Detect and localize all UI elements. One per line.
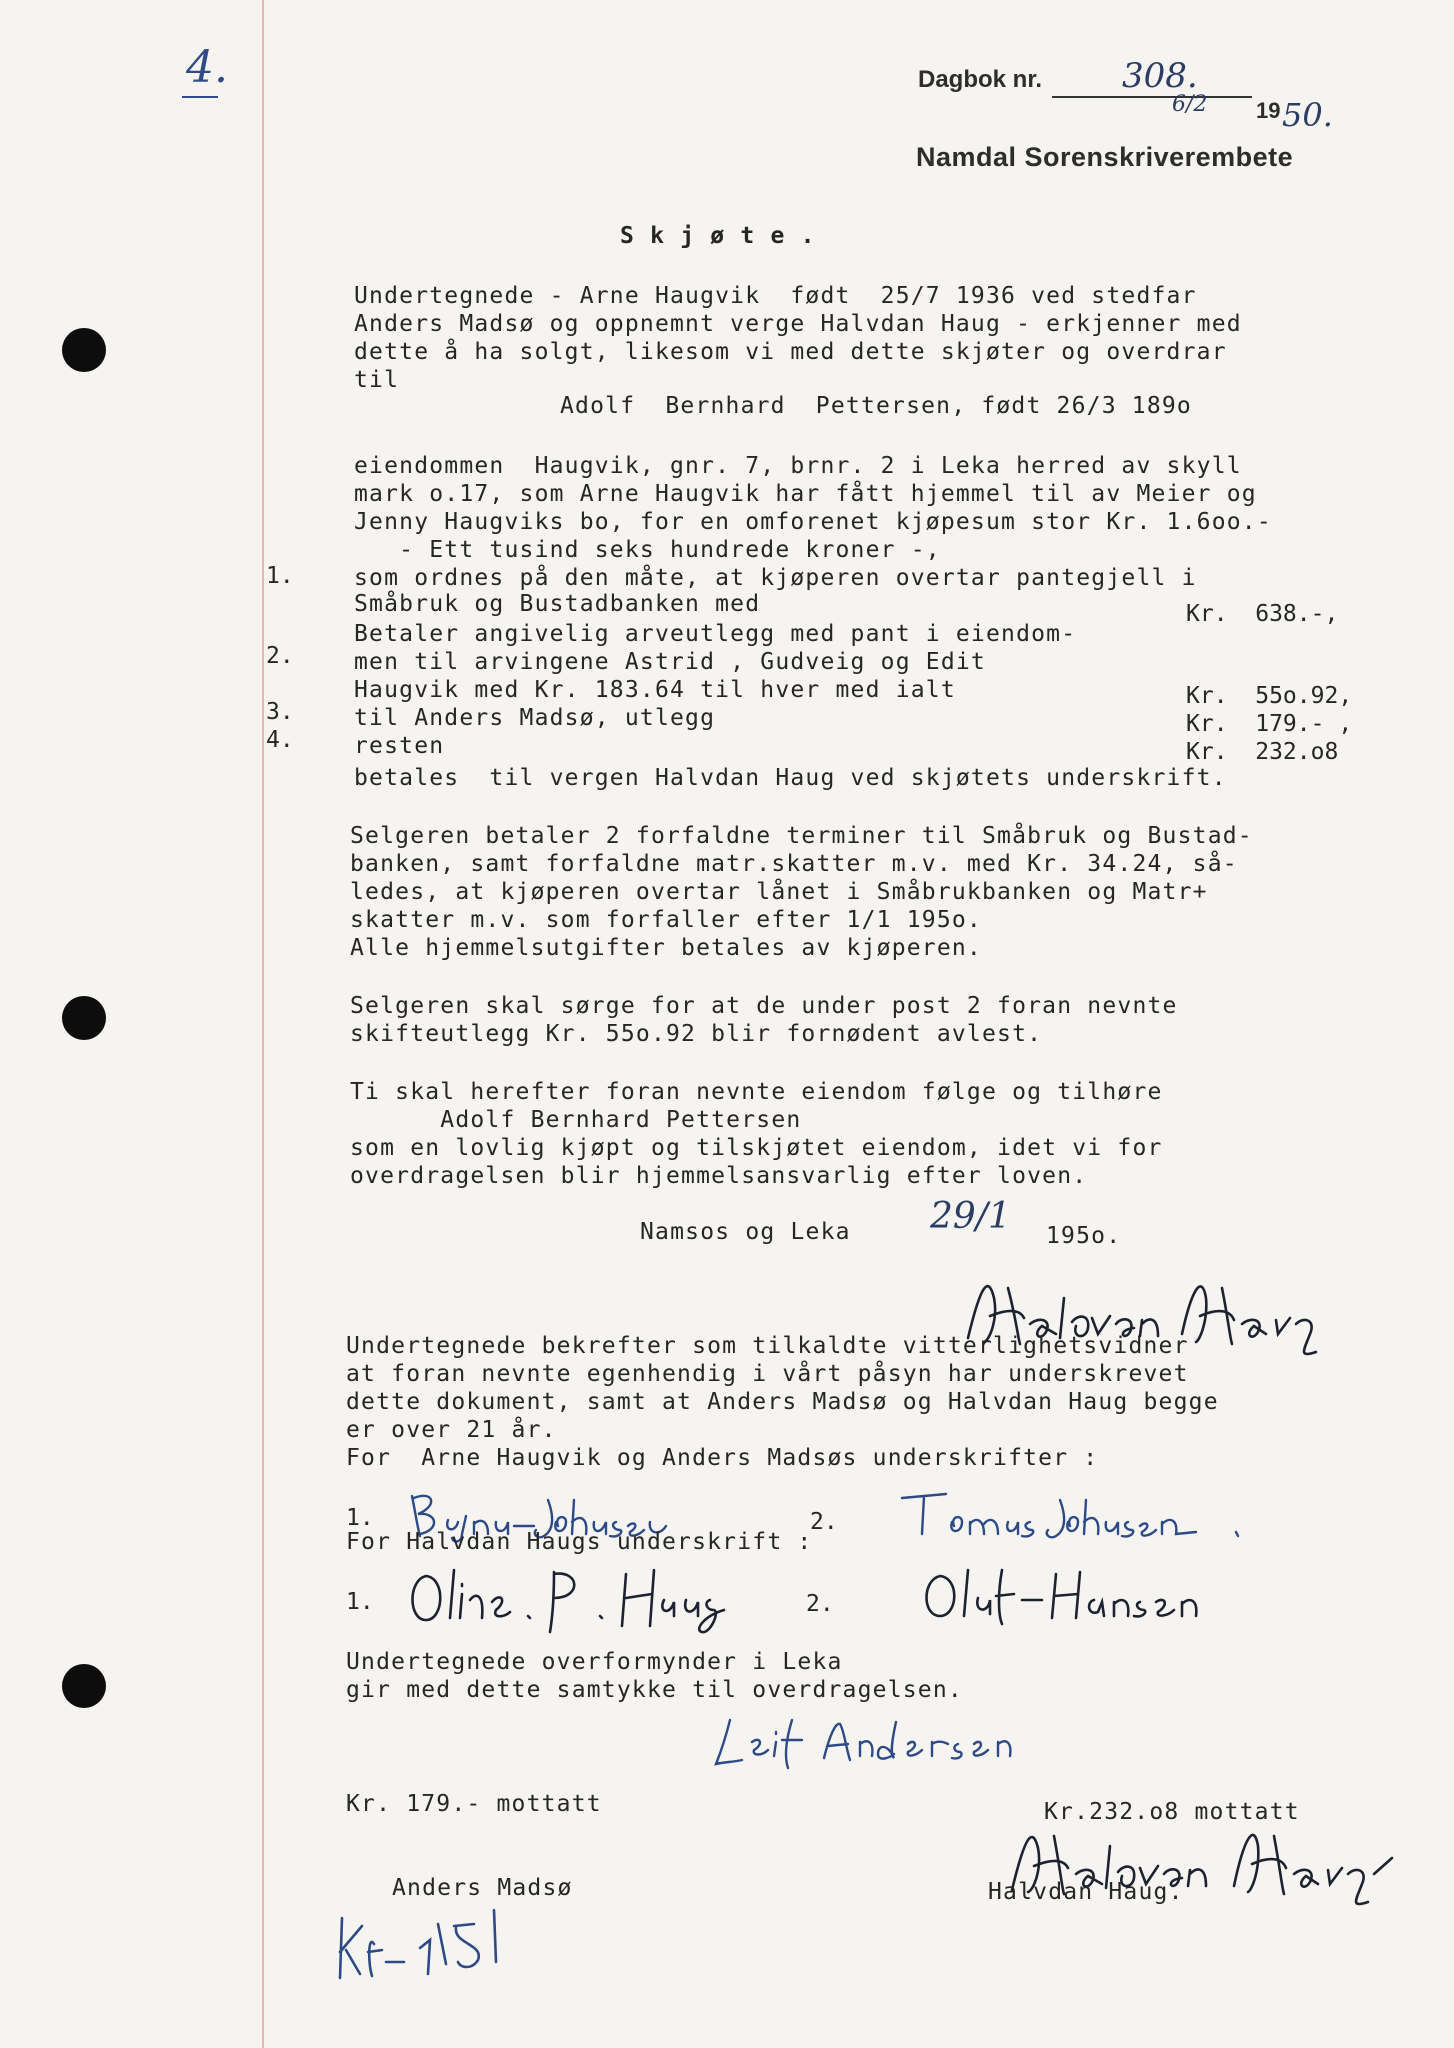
payment-line: resten bbox=[354, 733, 445, 759]
amount: Kr. 638.-, bbox=[1186, 601, 1339, 627]
payment-line: men til arvingene Astrid , Gudveig og Edit bbox=[354, 649, 986, 675]
skifte-line: skifteutlegg Kr. 55o.92 blir fornødent avlest. bbox=[350, 1021, 1043, 1047]
receipt-left: Kr. 179.- mottatt bbox=[346, 1791, 602, 1817]
witness-for-halvdan: For Halvdan Haugs underskrift : bbox=[346, 1529, 813, 1555]
witness-line: er over 21 år. bbox=[346, 1417, 557, 1443]
stamp-year-printed: 19 bbox=[1256, 98, 1281, 123]
witness-line: Undertegnede bekrefter som tilkaldte vitterlighetsvidner bbox=[346, 1333, 1189, 1359]
dagbok-label: Dagbok nr. bbox=[918, 66, 1043, 93]
item-number: 4. bbox=[266, 727, 294, 753]
skifte-line: Selgeren skal sørge for at de under post 2 foran nevnte bbox=[350, 993, 1178, 1019]
stamp-year-handwritten: 50. bbox=[1282, 96, 1333, 134]
intro-line: til bbox=[354, 367, 400, 393]
page-number-underline bbox=[182, 96, 218, 98]
office-stamp: Namdal Sorenskriverembete bbox=[916, 142, 1294, 172]
date-year: 195o. bbox=[1046, 1223, 1122, 1249]
witness-line: at foran nevnte egenhendig i vårt påsyn har underskrevet bbox=[346, 1361, 1189, 1387]
transfer-line: Ti skal herefter foran nevnte eiendom følge og tilhøre bbox=[350, 1079, 1163, 1105]
receipt-left-name: Anders Madsø bbox=[392, 1875, 573, 1901]
property-line: Jenny Haugviks bo, for en omforenet kjøpesum stor Kr. 1.6oo.- bbox=[354, 509, 1272, 535]
item-number: 3. bbox=[266, 699, 294, 725]
stamp-date: 6/2 bbox=[1172, 92, 1208, 117]
place: Namsos og Leka bbox=[640, 1219, 851, 1245]
signature-overformynder bbox=[712, 1714, 1072, 1778]
payment-line: Småbruk og Bustadbanken med bbox=[354, 591, 761, 617]
receipt-right-name: Halvdan Haug. bbox=[988, 1879, 1184, 1905]
seller-line: skatter m.v. som forfaller efter 1/1 195o. bbox=[350, 907, 982, 933]
seller-line: Alle hjemmelsutgifter betales av kjøperen. bbox=[350, 935, 982, 961]
receipt-right: Kr.232.o8 mottatt bbox=[1044, 1799, 1300, 1825]
transfer-line: overdragelsen blir hjemmelsansvarlig efter loven. bbox=[350, 1163, 1088, 1189]
signature-witness-3 bbox=[404, 1560, 784, 1644]
signature-witness-4 bbox=[918, 1562, 1238, 1636]
payment-line: Haugvik med Kr. 183.64 til hver med ialt bbox=[354, 677, 956, 703]
overformynder-line: Undertegnede overformynder i Leka bbox=[346, 1649, 843, 1675]
witness-line: dette dokument, samt at Anders Madsø og Halvdan Haug begge bbox=[346, 1389, 1219, 1415]
amount: Kr. 179.- , bbox=[1186, 711, 1353, 737]
item-number: 2. bbox=[266, 643, 294, 669]
overformynder-line: gir med dette samtykke til overdragelsen. bbox=[346, 1677, 963, 1703]
punch-hole bbox=[62, 996, 106, 1040]
property-line: mark o.17, som Arne Haugvik har fått hjemmel til av Meier og bbox=[354, 481, 1257, 507]
intro-line: Undertegnede - Arne Haugvik født 25/7 1936 ved stedfar bbox=[354, 283, 1197, 309]
item-number: 1. bbox=[266, 563, 294, 589]
seller-line: banken, samt forfaldne matr.skatter m.v. med Kr. 34.24, så- bbox=[350, 851, 1238, 877]
punch-hole bbox=[62, 1664, 106, 1708]
witness-number: 1. bbox=[346, 1589, 374, 1615]
punch-hole bbox=[62, 328, 106, 372]
signature-witness-2 bbox=[896, 1486, 1246, 1550]
seller-line: ledes, at kjøperen overtar lånet i Småbrukbanken og Matr+ bbox=[350, 879, 1208, 905]
document-title: S k j ø t e . bbox=[620, 223, 816, 249]
witness-for-arne: For Arne Haugvik og Anders Madsøs underskrifter : bbox=[346, 1445, 1099, 1471]
witness-number: 2. bbox=[806, 1591, 834, 1617]
seller-line: Selgeren betaler 2 forfaldne terminer til Småbruk og Bustad- bbox=[350, 823, 1253, 849]
dagbok-line bbox=[1052, 96, 1252, 98]
witness-number: 2. bbox=[810, 1509, 838, 1535]
payment-line: betales til vergen Halvdan Haug ved skjøtets underskrift. bbox=[354, 765, 1227, 791]
transfer-line: som en lovlig kjøpt og tilskjøtet eiendom, idet vi for bbox=[350, 1135, 1163, 1161]
intro-line: dette å ha solgt, likesom vi med dette skjøter og overdrar bbox=[354, 339, 1227, 365]
page-number: 4. bbox=[186, 42, 228, 93]
witness-number: 1. bbox=[346, 1505, 374, 1531]
property-line: - Ett tusind seks hundrede kroner -, bbox=[354, 537, 941, 563]
amount: Kr. 55o.92, bbox=[1186, 683, 1353, 709]
payment-line: til Anders Madsø, utlegg bbox=[354, 705, 716, 731]
handwritten-date: 29/1 bbox=[930, 1196, 1011, 1237]
bottom-note bbox=[334, 1904, 534, 1988]
payment-line: Betaler angivelig arveutlegg med pant i eiendom- bbox=[354, 621, 1077, 647]
dagbok-number: 308. bbox=[1122, 56, 1198, 96]
buyer-line: Adolf Bernhard Pettersen, født 26/3 189o bbox=[560, 393, 1192, 419]
intro-line: Anders Madsø og oppnemnt verge Halvdan Haug - erkjenner med bbox=[354, 311, 1242, 337]
margin-rule bbox=[262, 0, 264, 2048]
payment-line: som ordnes på den måte, at kjøperen overtar pantegjell i bbox=[354, 565, 1197, 591]
amount: Kr. 232.o8 bbox=[1186, 739, 1339, 765]
property-line: eiendommen Haugvik, gnr. 7, brnr. 2 i Leka herred av skyll bbox=[354, 453, 1242, 479]
transfer-line: Adolf Bernhard Pettersen bbox=[350, 1107, 802, 1133]
